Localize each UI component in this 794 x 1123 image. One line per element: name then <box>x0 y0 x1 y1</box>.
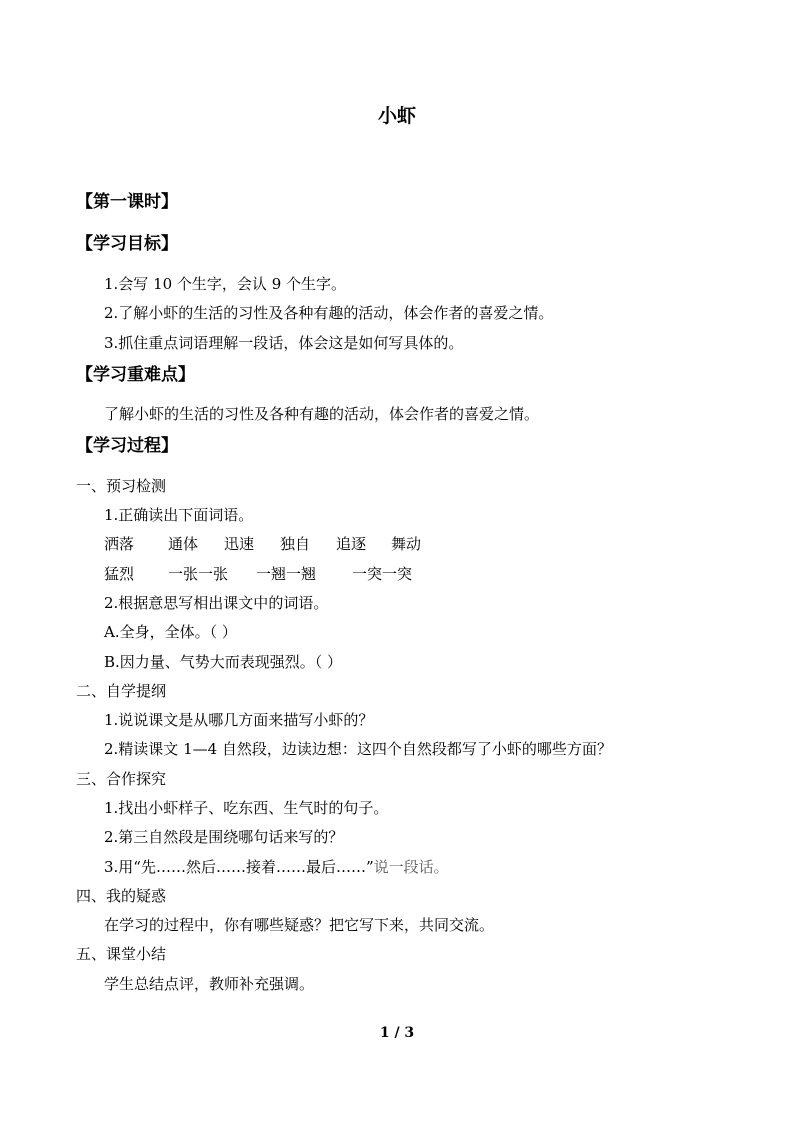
fill-blank-item: A.全身，全体。（ ） <box>104 623 237 641</box>
goal-item: 1.会写 10 个生字，会认 9 个生字。 <box>104 275 347 293</box>
preview-question: 1.正确读出下面词语。 <box>104 506 254 524</box>
self-study-question: 1.说说课文是从哪几方面来描写小虾的？ <box>104 711 374 729</box>
question-main: 3.用“先……然后……接着……最后……” <box>104 858 374 876</box>
vocab-word: 一张一张 <box>168 565 229 583</box>
part-heading-self-study: 二、自学提纲 <box>76 682 167 700</box>
part-heading-cooperation: 三、合作探究 <box>76 770 167 788</box>
section-heading-goals: 【学习目标】 <box>76 234 178 254</box>
vocab-word: 一翘一翘 <box>256 565 317 583</box>
vocab-word: 猛烈 <box>104 565 135 583</box>
vocab-word: 洒落 <box>104 535 135 553</box>
cooperation-question: 2.第三自然段是围绕哪句话来写的？ <box>104 828 344 846</box>
difficulty-text: 了解小虾的生活的习性及各种有趣的活动，体会作者的喜爱之情。 <box>104 405 540 423</box>
goal-item: 3.抓住重点词语理解一段话，体会这是如何写具体的。 <box>104 334 464 352</box>
vocab-word: 舞动 <box>391 535 422 553</box>
part-heading-questions: 四、我的疑惑 <box>76 887 167 905</box>
questions-text: 在学习的过程中，你有哪些疑惑？把它写下来，共同交流。 <box>104 916 495 934</box>
vocab-word: 一突一突 <box>352 565 413 583</box>
page-number: 1 / 3 <box>379 1025 415 1041</box>
self-study-question: 2.精读课文 1—4 自然段，边读边想：这四个自然段都写了小虾的哪些方面？ <box>104 740 612 758</box>
part-heading-preview: 一、预习检测 <box>76 477 167 495</box>
document-title: 小虾 <box>377 105 416 127</box>
section-heading-process: 【学习过程】 <box>76 436 178 456</box>
part-heading-summary: 五、课堂小结 <box>76 945 167 963</box>
goal-item: 2.了解小虾的生活的习性及各种有趣的活动，体会作者的喜爱之情。 <box>104 304 554 322</box>
vocab-word: 独自 <box>280 535 311 553</box>
section-heading-lesson: 【第一课时】 <box>76 192 178 212</box>
summary-text: 学生总结点评，教师补充强调。 <box>104 975 315 993</box>
question-tail: 说一段话。 <box>373 858 449 876</box>
vocab-word: 通体 <box>168 535 199 553</box>
cooperation-question <box>104 860 449 875</box>
cooperation-question: 1.找出小虾样子、吃东西、生气时的句子。 <box>104 799 389 817</box>
vocab-word: 追逐 <box>336 535 367 553</box>
section-heading-difficulty: 【学习重难点】 <box>76 365 195 385</box>
preview-question: 2.根据意思写相出课文中的词语。 <box>104 594 329 612</box>
vocab-word: 迅速 <box>224 535 255 553</box>
fill-blank-item: B.因力量、气势大而表现强烈。（ ） <box>104 653 343 671</box>
